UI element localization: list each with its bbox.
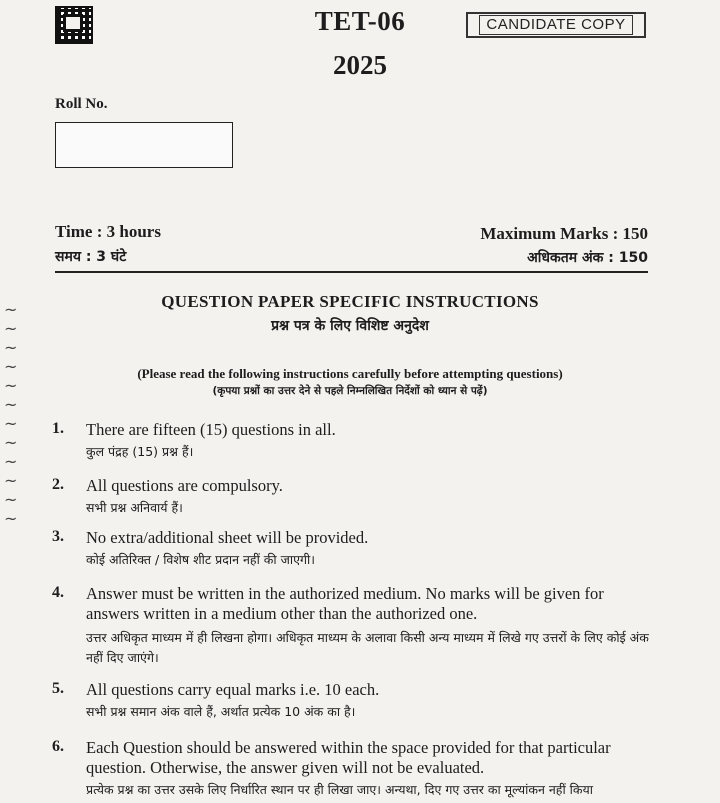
item-number: 1. [52, 420, 64, 437]
item-number: 4. [52, 584, 64, 601]
item-text-english: No extra/additional sheet will be provided. [86, 528, 369, 547]
item-number: 2. [52, 476, 64, 493]
item-text-hindi: कोई अतिरिक्त / विशेष शीट प्रदान नहीं की जाएगी। [86, 552, 316, 567]
time-english: Time : 3 hours [55, 222, 161, 241]
instructions-title-english: QUESTION PAPER SPECIFIC INSTRUCTIONS [161, 292, 539, 311]
margin-squiggle-icon: ~ ~ ~ ~ ~ ~ ~ ~ ~ ~ ~ ~ [4, 300, 18, 528]
roll-number-box[interactable] [55, 122, 233, 168]
max-marks-english: Maximum Marks : 150 [480, 224, 648, 243]
item-number: 3. [52, 528, 64, 545]
item-number: 5. [52, 680, 64, 697]
item-text-hindi: उत्तर अधिकृत माध्यम में ही लिखना होगा। अधिकृत माध्यम के अलावा किसी अन्य माध्यम में लिखे गए उत्तरों के लिए कोई अंक नहीं दिए जाएंगे। [86, 630, 649, 665]
item-text-english: Each Question should be answered within the space provided for that particular question. Otherwise, the answer given will not be evaluated. [86, 738, 611, 777]
read-note-english: (Please read the following instructions carefully before attempting questions) [137, 366, 563, 381]
item-text-english: There are fifteen (15) questions in all. [86, 420, 336, 439]
header-divider [55, 271, 648, 273]
paper-code: TET-06 [314, 6, 406, 36]
item-number: 6. [52, 738, 64, 755]
candidate-copy-stamp [466, 12, 646, 38]
item-text-hindi: सभी प्रश्न अनिवार्य हैं। [86, 500, 183, 515]
item-text-hindi: सभी प्रश्न समान अंक वाले हैं, अर्थात प्रत्येक 10 अंक का है। [86, 704, 356, 719]
item-text-english: All questions carry equal marks i.e. 10 each. [86, 680, 380, 699]
time-hindi: समय : 3 घंटे [55, 249, 127, 265]
read-note-hindi: (कृपया प्रश्नों का उत्तर देने से पहले निम्नलिखित निर्देशों को ध्यान से पढ़ें) [212, 385, 488, 397]
item-text-hindi: प्रत्येक प्रश्न का उत्तर उसके लिए निर्धारित स्थान पर ही लिखा जाए। अन्यथा, दिए गए उत्तर का मूल्यांकन नहीं किया [86, 782, 593, 797]
roll-number-label: Roll No. [55, 96, 108, 112]
item-text-english: All questions are compulsory. [86, 476, 283, 495]
candidate-copy-label: CANDIDATE COPY [479, 15, 632, 35]
max-marks-hindi: अधिकतम अंक : 150 [527, 250, 648, 266]
item-text-english: Answer must be written in the authorized medium. No marks will be given for answers written in a medium other than the authorized one. [86, 584, 604, 623]
paper-year: 2025 [333, 50, 387, 80]
item-text-hindi: कुल पंद्रह (15) प्रश्न हैं। [86, 444, 194, 459]
instructions-title-hindi: प्रश्न पत्र के लिए विशिष्ट अनुदेश [271, 318, 429, 334]
